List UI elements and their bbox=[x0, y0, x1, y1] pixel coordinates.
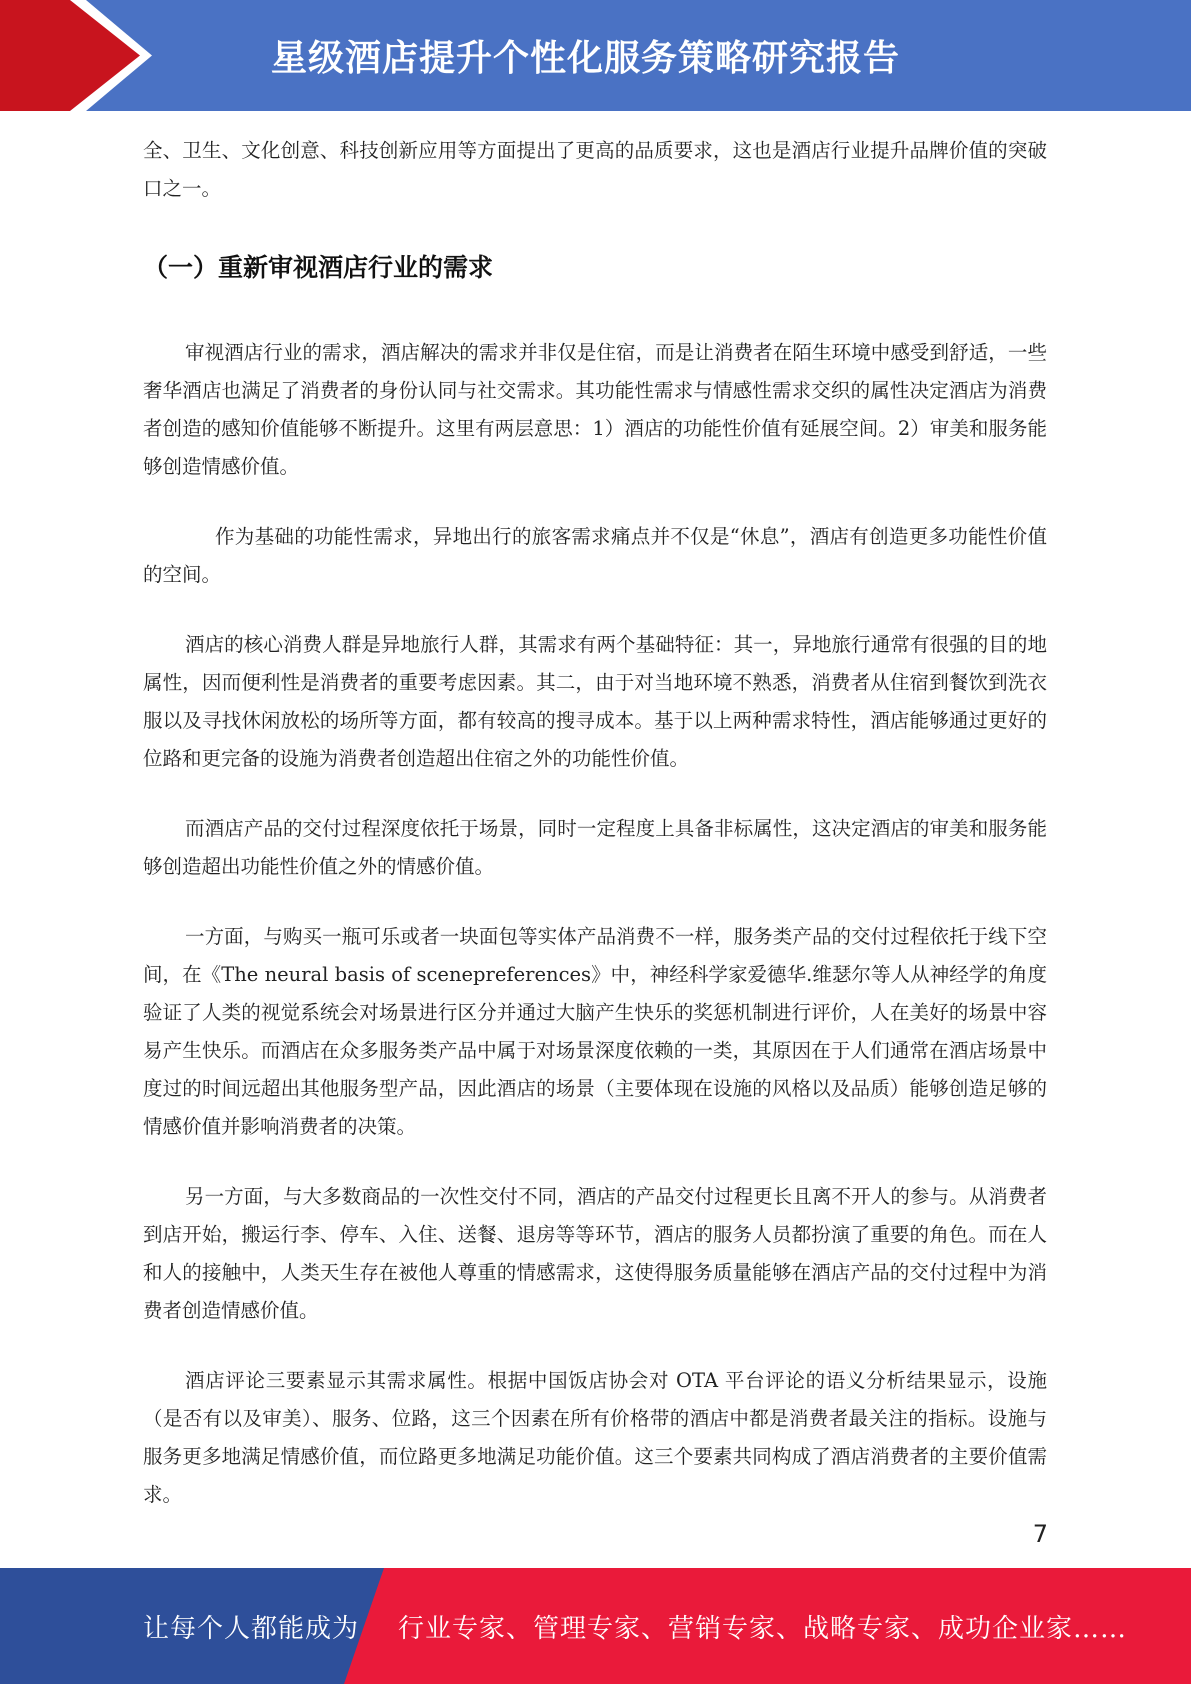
paragraph: 而酒店产品的交付过程深度依托于场景，同时一定程度上具备非标属性，这决定酒店的审美和服务能够创造超出功能性价值之外的情感价值。 bbox=[143, 817, 1047, 878]
section-heading: （一）重新审视酒店行业的需求 bbox=[143, 253, 494, 282]
report-title: 星级酒店提升个性化服务策略研究报告 bbox=[270, 38, 900, 79]
footer-slogan-right: 行业专家、管理专家、营销专家、战略专家、成功企业家…… bbox=[398, 1613, 1128, 1644]
paragraph: 酒店的核心消费人群是异地旅行人群，其需求有两个基础特征：其一，异地旅行通常有很强的目的地属性，因而便利性是消费者的重要考虑因素。其二，由于对当地环境不熟悉，消费者从住宿到餐饮到洗衣服以及寻找休闲放松的场所等方面，都有较高的搜寻成本。基于以上两种需求特性，酒店能够通过更好的位路和更完备的设施为消费者创造超出住宿之外的功能性价值。 bbox=[143, 633, 1047, 770]
paragraph: 审视酒店行业的需求，酒店解决的需求并非仅是住宿，而是让消费者在陌生环境中感受到舒适，一些奢华酒店也满足了消费者的身份认同与社交需求。其功能性需求与情感性需求交织的属性决定酒店为消费者创造的感知价值能够不断提升。这里有两层意思：1）酒店的功能性价值有延展空间。2）审美和服务能够创造情感价值。 bbox=[143, 341, 1047, 478]
page-number: 7 bbox=[1032, 1520, 1048, 1548]
paragraph: 一方面，与购买一瓶可乐或者一块面包等实体产品消费不一样，服务类产品的交付过程依托于线下空间，在《The neural basis of scenepreferences》中，神经科学家爱德华.维瑟尔等人从神经学的角度验证了人类的视觉系统会对场景进行区分并通过大脑产生快乐的奖惩机制进行评价，人在美好的场景中容易产生快乐。而酒店在众多服务类产品中属于对场景深度依赖的一类，其原因在于人们通常在酒店场景中度过的时间远超出其他服务型产品，因此酒店的场景（主要体现在设施的风格以及品质）能够创造足够的情感价值并影响消费者的决策。 bbox=[143, 925, 1047, 1138]
intro-continuation: 全、卫生、文化创意、科技创新应用等方面提出了更高的品质要求，这也是酒店行业提升品牌价值的突破口之一。 bbox=[143, 139, 1047, 200]
page-content bbox=[143, 132, 1047, 1514]
paragraph: 酒店评论三要素显示其需求属性。根据中国饭店协会对 OTA 平台评论的语义分析结果显示，设施（是否有以及审美）、服务、位路，这三个因素在所有价格带的酒店中都是消费者最关注的指标。设施与服务更多地满足情感价值，而位路更多地满足功能价值。这三个要素共同构成了酒店消费者的主要价值需求。 bbox=[143, 1369, 1047, 1506]
page-footer bbox=[0, 1568, 1191, 1684]
paragraph: 另一方面，与大多数商品的一次性交付不同，酒店的产品交付过程更长且离不开人的参与。从消费者到店开始，搬运行李、停车、入住、送餐、退房等等环节，酒店的服务人员都扮演了重要的角色。而在人和人的接触中，人类天生存在被他人尊重的情感需求，这使得服务质量能够在酒店产品的交付过程中为消费者创造情感价值。 bbox=[143, 1185, 1047, 1322]
page-header bbox=[0, 0, 1191, 111]
header-chevron-icon bbox=[0, 0, 170, 111]
paragraph: 作为基础的功能性需求，异地出行的旅客需求痛点并不仅是“休息”，酒店有创造更多功能性价值的空间。 bbox=[143, 525, 1047, 586]
footer-slogan-left: 让每个人都能成为 bbox=[143, 1613, 360, 1644]
